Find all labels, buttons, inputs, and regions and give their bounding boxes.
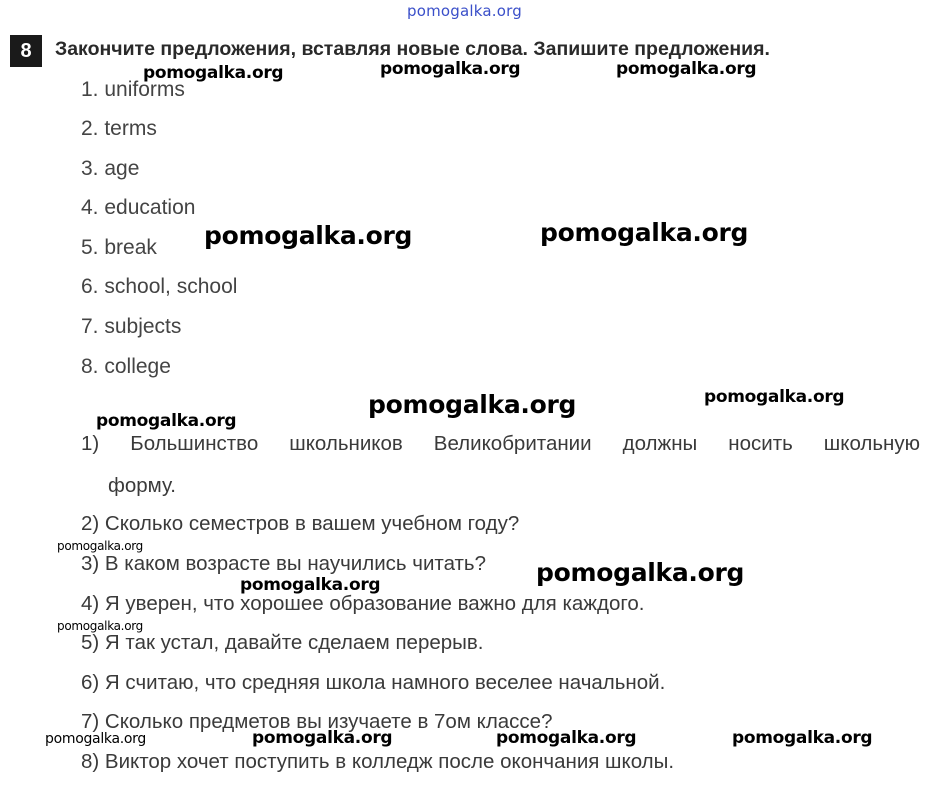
task-title: Закончите предложения, вставляя новые слова. Запишите предложения. bbox=[55, 38, 770, 60]
sentence-1-line-2: форму. bbox=[108, 474, 176, 497]
watermark: pomogalka.org bbox=[96, 411, 237, 431]
watermark: pomogalka.org bbox=[57, 619, 143, 633]
watermark: pomogalka.org bbox=[240, 575, 381, 595]
sentence-3: 3) В каком возрасте вы научились читать? bbox=[81, 552, 486, 575]
watermark: pomogalka.org bbox=[496, 728, 637, 748]
sentence-4: 4) Я уверен, что хорошее образование важно для каждого. bbox=[81, 592, 645, 615]
word-item-6: 6. school, school bbox=[81, 275, 238, 298]
watermark: pomogalka.org bbox=[252, 728, 393, 748]
word-item-1: 1. uniforms bbox=[81, 78, 185, 101]
word-item-3: 3. age bbox=[81, 157, 140, 180]
sentence-2: 2) Сколько семестров в вашем учебном году? bbox=[81, 512, 520, 535]
sentence-6: 6) Я считаю, что средняя школа намного веселее начальной. bbox=[81, 671, 666, 694]
word-item-2: 2. terms bbox=[81, 117, 157, 140]
watermark: pomogalka.org bbox=[616, 59, 757, 79]
sentence-7: 7) Сколько предметов вы изучаете в 7ом классе? bbox=[81, 710, 553, 733]
watermark: pomogalka.org bbox=[57, 539, 143, 553]
word-item-8: 8. college bbox=[81, 355, 171, 378]
watermark: pomogalka.org bbox=[143, 63, 284, 83]
watermark: pomogalka.org bbox=[368, 390, 577, 419]
top-watermark: pomogalka.org bbox=[407, 2, 522, 20]
sentence-8: 8) Виктор хочет поступить в колледж после окончания школы. bbox=[81, 750, 675, 773]
word-item-7: 7. subjects bbox=[81, 315, 182, 338]
sentence-1-line-1: 1) Большинство школьников Великобритании должны носить школьную bbox=[81, 432, 920, 455]
watermark: pomogalka.org bbox=[204, 221, 413, 250]
word-item-4: 4. education bbox=[81, 196, 196, 219]
watermark: pomogalka.org bbox=[45, 731, 146, 747]
word-item-5: 5. break bbox=[81, 236, 157, 259]
watermark: pomogalka.org bbox=[704, 387, 845, 407]
watermark: pomogalka.org bbox=[732, 728, 873, 748]
watermark: pomogalka.org bbox=[540, 218, 749, 247]
sentence-5: 5) Я так устал, давайте сделаем перерыв. bbox=[81, 631, 484, 654]
watermark: pomogalka.org bbox=[536, 558, 745, 587]
watermark: pomogalka.org bbox=[380, 59, 521, 79]
task-number-badge: 8 bbox=[10, 35, 42, 67]
